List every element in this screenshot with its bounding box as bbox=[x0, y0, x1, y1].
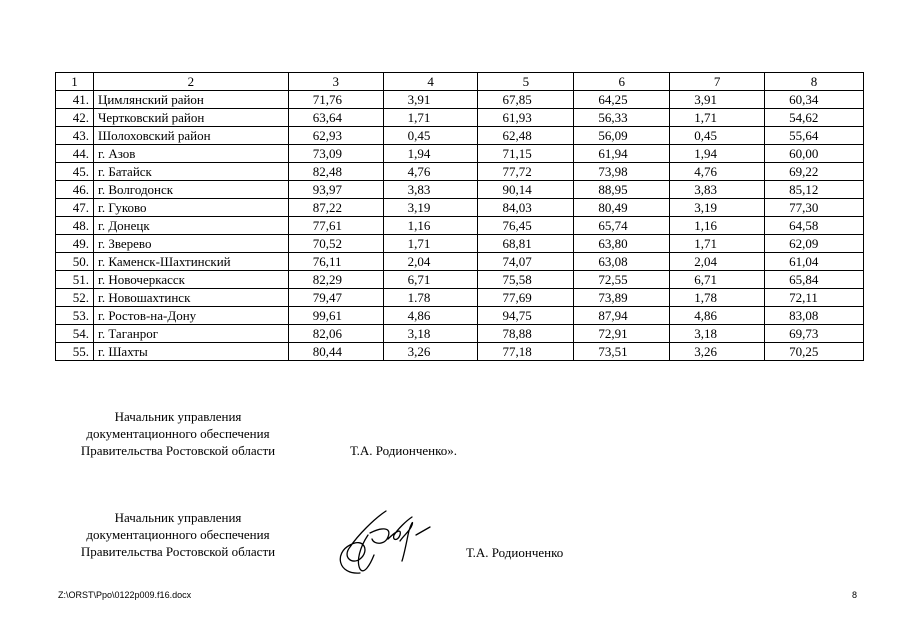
value-cell: 63,80 bbox=[574, 235, 670, 253]
row-number-cell: 51. bbox=[56, 271, 94, 289]
value-cell: 3,19 bbox=[670, 199, 765, 217]
value-cell: 80,49 bbox=[574, 199, 670, 217]
signature-title-line: документационного обеспечения bbox=[86, 426, 270, 441]
municipality-name-cell: г. Гуково bbox=[93, 199, 288, 217]
value-cell: 71,76 bbox=[288, 91, 383, 109]
value-cell: 1,71 bbox=[383, 235, 478, 253]
signatory-name-2: Т.А. Родионченко bbox=[466, 545, 564, 560]
signature-title-line: Начальник управления bbox=[114, 409, 242, 424]
table-row bbox=[56, 199, 864, 217]
value-cell: 70,25 bbox=[765, 343, 864, 361]
signature-title-line: Правительства Ростовской области bbox=[80, 544, 276, 559]
table-row bbox=[56, 253, 864, 271]
value-cell: 56,09 bbox=[574, 127, 670, 145]
value-cell: 61,94 bbox=[574, 145, 670, 163]
value-cell: 6,71 bbox=[670, 271, 765, 289]
value-cell: 87,22 bbox=[288, 199, 383, 217]
row-number-cell: 44. bbox=[56, 145, 94, 163]
value-cell: 77,18 bbox=[478, 343, 574, 361]
value-cell: 72,91 bbox=[574, 325, 670, 343]
municipality-name-cell: г. Новошахтинск bbox=[93, 289, 288, 307]
row-number-cell: 42. bbox=[56, 109, 94, 127]
value-cell: 68,81 bbox=[478, 235, 574, 253]
value-cell: 3,91 bbox=[670, 91, 765, 109]
row-number-cell: 52. bbox=[56, 289, 94, 307]
value-cell: 60,00 bbox=[765, 145, 864, 163]
value-cell: 87,94 bbox=[574, 307, 670, 325]
value-cell: 63,08 bbox=[574, 253, 670, 271]
table-header-row bbox=[56, 73, 864, 91]
value-cell: 4,76 bbox=[670, 163, 765, 181]
value-cell: 64,58 bbox=[765, 217, 864, 235]
value-cell: 6,71 bbox=[383, 271, 478, 289]
column-header: 8 bbox=[765, 73, 864, 91]
value-cell: 84,03 bbox=[478, 199, 574, 217]
value-cell: 90,14 bbox=[478, 181, 574, 199]
value-cell: 62,93 bbox=[288, 127, 383, 145]
table-row bbox=[56, 325, 864, 343]
value-cell: 63,64 bbox=[288, 109, 383, 127]
value-cell: 78,88 bbox=[478, 325, 574, 343]
municipality-name-cell: г. Каменск-Шахтинский bbox=[93, 253, 288, 271]
column-header: 6 bbox=[574, 73, 670, 91]
value-cell: 82,48 bbox=[288, 163, 383, 181]
value-cell: 75,58 bbox=[478, 271, 574, 289]
value-cell: 85,12 bbox=[765, 181, 864, 199]
value-cell: 93,97 bbox=[288, 181, 383, 199]
value-cell: 4,76 bbox=[383, 163, 478, 181]
value-cell: 1,94 bbox=[670, 145, 765, 163]
column-header: 2 bbox=[93, 73, 288, 91]
value-cell: 61,93 bbox=[478, 109, 574, 127]
table-row bbox=[56, 127, 864, 145]
row-number-cell: 41. bbox=[56, 91, 94, 109]
value-cell: 64,25 bbox=[574, 91, 670, 109]
value-cell: 70,52 bbox=[288, 235, 383, 253]
value-cell: 1,71 bbox=[670, 235, 765, 253]
column-header: 4 bbox=[383, 73, 478, 91]
value-cell: 82,29 bbox=[288, 271, 383, 289]
row-number-cell: 46. bbox=[56, 181, 94, 199]
data-table bbox=[55, 72, 864, 361]
signature-title-line: Начальник управления bbox=[114, 510, 242, 525]
column-header: 3 bbox=[288, 73, 383, 91]
value-cell: 72,11 bbox=[765, 289, 864, 307]
table-row bbox=[56, 145, 864, 163]
value-cell: 77,69 bbox=[478, 289, 574, 307]
page-number: 8 bbox=[852, 590, 858, 600]
value-cell: 77,72 bbox=[478, 163, 574, 181]
value-cell: 67,85 bbox=[478, 91, 574, 109]
municipality-name-cell: Шолоховский район bbox=[93, 127, 288, 145]
municipality-name-cell: г. Донецк bbox=[93, 217, 288, 235]
value-cell: 69,22 bbox=[765, 163, 864, 181]
value-cell: 3,18 bbox=[670, 325, 765, 343]
value-cell: 94,75 bbox=[478, 307, 574, 325]
value-cell: 72,55 bbox=[574, 271, 670, 289]
value-cell: 3,18 bbox=[383, 325, 478, 343]
row-number-cell: 43. bbox=[56, 127, 94, 145]
value-cell: 73,09 bbox=[288, 145, 383, 163]
table-row bbox=[56, 271, 864, 289]
value-cell: 4,86 bbox=[670, 307, 765, 325]
signature-title-line: документационного обеспечения bbox=[86, 527, 270, 542]
table-row bbox=[56, 109, 864, 127]
row-number-cell: 55. bbox=[56, 343, 94, 361]
row-number-cell: 50. bbox=[56, 253, 94, 271]
municipality-name-cell: г. Батайск bbox=[93, 163, 288, 181]
municipality-name-cell: Чертковский район bbox=[93, 109, 288, 127]
value-cell: 99,61 bbox=[288, 307, 383, 325]
municipality-name-cell: г. Азов bbox=[93, 145, 288, 163]
row-number-cell: 45. bbox=[56, 163, 94, 181]
value-cell: 3,26 bbox=[383, 343, 478, 361]
value-cell: 73,89 bbox=[574, 289, 670, 307]
row-number-cell: 54. bbox=[56, 325, 94, 343]
value-cell: 65,74 bbox=[574, 217, 670, 235]
value-cell: 0,45 bbox=[383, 127, 478, 145]
value-cell: 4,86 bbox=[383, 307, 478, 325]
table-row bbox=[56, 289, 864, 307]
value-cell: 2,04 bbox=[670, 253, 765, 271]
value-cell: 79,47 bbox=[288, 289, 383, 307]
value-cell: 3,91 bbox=[383, 91, 478, 109]
signature-title-line: Правительства Ростовской области bbox=[80, 443, 276, 458]
value-cell: 1,71 bbox=[670, 109, 765, 127]
row-number-cell: 48. bbox=[56, 217, 94, 235]
row-number-cell: 47. bbox=[56, 199, 94, 217]
value-cell: 1,16 bbox=[383, 217, 478, 235]
value-cell: 0,45 bbox=[670, 127, 765, 145]
municipality-name-cell: г. Таганрог bbox=[93, 325, 288, 343]
column-header: 1 bbox=[56, 73, 94, 91]
value-cell: 1,16 bbox=[670, 217, 765, 235]
table-row bbox=[56, 343, 864, 361]
table-row bbox=[56, 181, 864, 199]
table-row bbox=[56, 307, 864, 325]
value-cell: 82,06 bbox=[288, 325, 383, 343]
value-cell: 55,64 bbox=[765, 127, 864, 145]
municipality-name-cell: г. Ростов-на-Дону bbox=[93, 307, 288, 325]
municipality-name-cell: г. Волгодонск bbox=[93, 181, 288, 199]
value-cell: 74,07 bbox=[478, 253, 574, 271]
value-cell: 62,09 bbox=[765, 235, 864, 253]
table-row bbox=[56, 235, 864, 253]
value-cell: 2,04 bbox=[383, 253, 478, 271]
value-cell: 65,84 bbox=[765, 271, 864, 289]
value-cell: 3,19 bbox=[383, 199, 478, 217]
municipality-name-cell: Цимлянский район bbox=[93, 91, 288, 109]
value-cell: 76,45 bbox=[478, 217, 574, 235]
municipality-name-cell: г. Зверево bbox=[93, 235, 288, 253]
value-cell: 76,11 bbox=[288, 253, 383, 271]
value-cell: 3,26 bbox=[670, 343, 765, 361]
handwritten-signature bbox=[330, 505, 440, 580]
value-cell: 3,83 bbox=[670, 181, 765, 199]
column-header: 5 bbox=[478, 73, 574, 91]
signature-block-2 bbox=[58, 509, 298, 560]
value-cell: 1,71 bbox=[383, 109, 478, 127]
value-cell: 1,94 bbox=[383, 145, 478, 163]
file-path: Z:\ORST\Ppo\0122p009.f16.docx bbox=[58, 590, 192, 600]
value-cell: 56,33 bbox=[574, 109, 670, 127]
table-row bbox=[56, 217, 864, 235]
value-cell: 71,15 bbox=[478, 145, 574, 163]
value-cell: 1.78 bbox=[383, 289, 478, 307]
row-number-cell: 49. bbox=[56, 235, 94, 253]
signature-block-1 bbox=[58, 408, 298, 459]
value-cell: 77,61 bbox=[288, 217, 383, 235]
value-cell: 1,78 bbox=[670, 289, 765, 307]
value-cell: 3,83 bbox=[383, 181, 478, 199]
value-cell: 77,30 bbox=[765, 199, 864, 217]
table-row bbox=[56, 163, 864, 181]
value-cell: 80,44 bbox=[288, 343, 383, 361]
signatory-name-1: Т.А. Родионченко». bbox=[350, 443, 458, 458]
value-cell: 88,95 bbox=[574, 181, 670, 199]
value-cell: 83,08 bbox=[765, 307, 864, 325]
value-cell: 62,48 bbox=[478, 127, 574, 145]
value-cell: 61,04 bbox=[765, 253, 864, 271]
table-row bbox=[56, 91, 864, 109]
value-cell: 54,62 bbox=[765, 109, 864, 127]
row-number-cell: 53. bbox=[56, 307, 94, 325]
value-cell: 73,98 bbox=[574, 163, 670, 181]
value-cell: 60,34 bbox=[765, 91, 864, 109]
value-cell: 73,51 bbox=[574, 343, 670, 361]
municipality-name-cell: г. Шахты bbox=[93, 343, 288, 361]
municipality-name-cell: г. Новочеркасск bbox=[93, 271, 288, 289]
value-cell: 69,73 bbox=[765, 325, 864, 343]
column-header: 7 bbox=[670, 73, 765, 91]
